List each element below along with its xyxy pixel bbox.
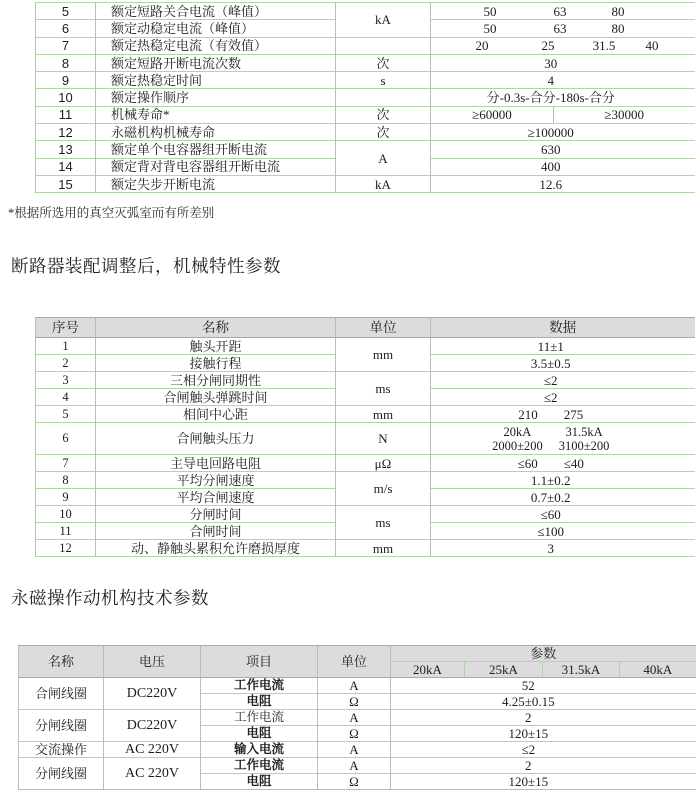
row-num-cell: 12 <box>36 540 96 557</box>
section-title-mechanical: 断路器装配调整后，机械特性参数 <box>11 256 281 276</box>
header-row <box>19 646 696 662</box>
data-cell <box>431 37 695 54</box>
param-value-cell: ≤2 <box>391 742 696 758</box>
row-num-cell: 5 <box>36 3 96 20</box>
col-header-name: 名称 <box>19 646 104 678</box>
value: 50 <box>483 3 497 19</box>
param-name-cell: 机械寿命* <box>96 106 336 123</box>
unit-cell: μΩ <box>336 455 431 472</box>
param-value-cell: 120±15 <box>391 774 696 790</box>
unit-cell: A <box>318 758 391 774</box>
param-name-cell: 额定短路开断电流次数 <box>96 54 336 71</box>
table-row <box>19 710 696 726</box>
param-name-cell: 平均合闸速度 <box>96 489 336 506</box>
row-num-cell: 2 <box>36 355 96 372</box>
row-num-cell: 14 <box>36 158 96 175</box>
item-cell: 电阻 <box>201 694 318 710</box>
col-header-volt: 电压 <box>104 646 201 678</box>
unit-cell: 次 <box>336 54 431 71</box>
table-row <box>36 406 695 423</box>
split-values <box>431 107 695 123</box>
data-cell: 12.6 <box>431 175 695 192</box>
param-name-cell: 动、静触头累积允许磨损厚度 <box>96 540 336 557</box>
data-cell <box>431 406 695 423</box>
voltage-cell: DC220V <box>104 710 201 742</box>
row-num-cell: 7 <box>36 37 96 54</box>
param-name-cell: 相间中心距 <box>96 406 336 423</box>
value: 2000±200 <box>492 438 543 453</box>
unit-cell: mm <box>336 338 431 372</box>
param-value-cell: 52 <box>391 678 696 694</box>
subcol-header: 25kA <box>465 662 543 678</box>
data-cell <box>431 20 695 37</box>
unit-cell: A <box>318 678 391 694</box>
table-row <box>19 742 696 758</box>
param-value-cell: 4.25±0.15 <box>391 694 696 710</box>
table-row <box>36 106 695 123</box>
value: ≤60 <box>517 455 538 471</box>
value: 80 <box>611 3 625 19</box>
unit-cell: A <box>336 141 431 176</box>
param-name-cell: 主导电回路电阻 <box>96 455 336 472</box>
data-cell: 630 <box>431 141 695 158</box>
value: 275 <box>563 406 584 422</box>
data-cell: ≤60 <box>431 506 695 523</box>
data-cell: 4 <box>431 72 695 89</box>
unit-cell: kA <box>336 3 431 38</box>
row-num-cell: 9 <box>36 489 96 506</box>
unit-cell: mm <box>336 540 431 557</box>
table-row <box>36 372 695 389</box>
data-cell: 1.1±0.2 <box>431 472 695 489</box>
item-cell: 工作电流 <box>201 678 318 694</box>
col-header-param: 参数 <box>391 646 696 662</box>
row-num-cell: 8 <box>36 54 96 71</box>
table-row <box>36 455 695 472</box>
param-name-cell: 额定热稳定时间 <box>96 72 336 89</box>
value: 31.5 <box>592 38 616 54</box>
value: 31.5kA <box>565 424 603 439</box>
section-title-actuator: 永磁操作动机构技术参数 <box>11 588 209 608</box>
value: 50 <box>483 20 497 36</box>
voltage-cell: AC 220V <box>104 742 201 758</box>
value: 80 <box>611 20 625 36</box>
value-list <box>431 21 695 36</box>
item-cell: 电阻 <box>201 726 318 742</box>
row-num-cell: 11 <box>36 523 96 540</box>
table-row <box>19 758 696 774</box>
param-name-cell: 额定动稳定电流（峰值） <box>96 20 336 37</box>
unit-cell: 次 <box>336 124 431 141</box>
value-list <box>431 38 695 53</box>
param-value-cell: 2 <box>391 758 696 774</box>
unit-cell <box>336 37 431 54</box>
col-header-num: 序号 <box>36 318 96 338</box>
unit-cell: Ω <box>318 694 391 710</box>
table-row <box>19 678 696 694</box>
item-cell: 输入电流 <box>201 742 318 758</box>
value: 40 <box>645 38 659 54</box>
param-name-cell: 额定短路关合电流（峰值） <box>96 3 336 20</box>
data-cell <box>431 106 695 123</box>
data-cell: 30 <box>431 54 695 71</box>
row-num-cell: 12 <box>36 124 96 141</box>
data-cell <box>431 423 695 455</box>
item-cell: 工作电流 <box>201 710 318 726</box>
value: ≥30000 <box>553 107 695 123</box>
subcol-header: 20kA <box>391 662 465 678</box>
voltage-cell: DC220V <box>104 678 201 710</box>
coil-name-cell: 合闸线圈 <box>19 678 104 710</box>
row-num-cell: 4 <box>36 389 96 406</box>
data-cell: 分-0.3s-合分-180s-合分 <box>431 89 695 106</box>
value-matrix <box>431 425 695 453</box>
row-num-cell: 1 <box>36 338 96 355</box>
footnote: *根据所选用的真空灭弧室而有所差别 <box>8 206 215 220</box>
param-name-cell: 平均分闸速度 <box>96 472 336 489</box>
param-value-cell: 2 <box>391 710 696 726</box>
coil-name-cell: 分闸线圈 <box>19 710 104 742</box>
param-name-cell: 合闸触头压力 <box>96 423 336 455</box>
col-header-unit: 单位 <box>336 318 431 338</box>
row-num-cell: 6 <box>36 423 96 455</box>
coil-name-cell: 交流操作 <box>19 742 104 758</box>
value: 210 <box>518 406 538 422</box>
table-row <box>36 89 695 106</box>
data-cell: 0.7±0.2 <box>431 489 695 506</box>
param-name-cell: 额定失步开断电流 <box>96 175 336 192</box>
table-row <box>36 3 695 20</box>
table-row <box>36 37 695 54</box>
rated-params-table <box>35 2 695 193</box>
param-value-cell: 120±15 <box>391 726 696 742</box>
row-num-cell: 5 <box>36 406 96 423</box>
unit-cell: m/s <box>336 472 431 506</box>
param-name-cell: 三相分闸同期性 <box>96 372 336 389</box>
data-cell: ≤100 <box>431 523 695 540</box>
unit-cell: ms <box>336 506 431 540</box>
data-cell: 3 <box>431 540 695 557</box>
value-column <box>492 425 543 453</box>
row-num-cell: 3 <box>36 372 96 389</box>
voltage-cell: AC 220V <box>104 758 201 790</box>
row-num-cell: 8 <box>36 472 96 489</box>
table-row <box>36 338 695 355</box>
row-num-cell: 11 <box>36 106 96 123</box>
table-row <box>36 175 695 192</box>
unit-cell: ms <box>336 372 431 406</box>
data-cell: 400 <box>431 158 695 175</box>
unit-cell: Ω <box>318 774 391 790</box>
data-cell <box>431 455 695 472</box>
param-name-cell: 分闸时间 <box>96 506 336 523</box>
item-cell: 工作电流 <box>201 758 318 774</box>
unit-cell: mm <box>336 406 431 423</box>
magnet-actuator-table <box>18 645 696 790</box>
param-name-cell: 额定操作顺序 <box>96 89 336 106</box>
param-name-cell: 额定热稳定电流（有效值） <box>96 37 336 54</box>
subcol-header: 40kA <box>620 662 696 678</box>
row-num-cell: 10 <box>36 89 96 106</box>
unit-cell: s <box>336 72 431 89</box>
table-row <box>36 472 695 489</box>
param-name-cell: 接触行程 <box>96 355 336 372</box>
coil-name-cell: 分闸线圈 <box>19 758 104 790</box>
param-name-cell: 触头开距 <box>96 338 336 355</box>
item-cell: 电阻 <box>201 774 318 790</box>
unit-cell <box>336 89 431 106</box>
param-name-cell: 额定背对背电容器组开断电流 <box>96 158 336 175</box>
table-row <box>36 72 695 89</box>
table-row <box>36 506 695 523</box>
data-cell: 11±1 <box>431 338 695 355</box>
value-list <box>431 4 695 19</box>
row-num-cell: 10 <box>36 506 96 523</box>
value: ≤40 <box>563 455 584 471</box>
table-row <box>36 124 695 141</box>
param-name-cell: 额定单个电容器组开断电流 <box>96 141 336 158</box>
param-name-cell: 合闸触头弹跳时间 <box>96 389 336 406</box>
unit-cell: A <box>318 710 391 726</box>
col-header-item: 项目 <box>201 646 318 678</box>
value: 3100±200 <box>558 438 610 453</box>
unit-cell: 次 <box>336 106 431 123</box>
row-num-cell: 7 <box>36 455 96 472</box>
table-row <box>36 141 695 158</box>
value: 20 <box>475 38 489 54</box>
value: 63 <box>553 20 567 36</box>
unit-cell: Ω <box>318 726 391 742</box>
header-row <box>36 318 695 338</box>
data-cell: ≤2 <box>431 372 695 389</box>
data-cell: ≤2 <box>431 389 695 406</box>
col-header-data: 数据 <box>431 318 695 338</box>
unit-cell: kA <box>336 175 431 192</box>
unit-cell: N <box>336 423 431 455</box>
row-num-cell: 15 <box>36 175 96 192</box>
mechanical-params-table <box>35 317 695 557</box>
table-row <box>36 54 695 71</box>
row-num-cell: 9 <box>36 72 96 89</box>
param-name-cell: 合闸时间 <box>96 523 336 540</box>
value: 25 <box>541 38 555 54</box>
data-cell: 3.5±0.5 <box>431 355 695 372</box>
value-column <box>559 425 610 453</box>
data-cell: ≥100000 <box>431 124 695 141</box>
col-header-unit: 单位 <box>318 646 391 678</box>
row-num-cell: 6 <box>36 20 96 37</box>
data-cell <box>431 3 695 20</box>
value: 20kA <box>503 424 532 439</box>
table-row <box>36 540 695 557</box>
unit-cell: A <box>318 742 391 758</box>
value: 63 <box>553 3 567 19</box>
col-header-name: 名称 <box>96 318 336 338</box>
row-num-cell: 13 <box>36 141 96 158</box>
subcol-header: 31.5kA <box>543 662 620 678</box>
table-row <box>36 423 695 455</box>
param-name-cell: 永磁机构机械寿命 <box>96 124 336 141</box>
value: ≥60000 <box>472 106 512 122</box>
